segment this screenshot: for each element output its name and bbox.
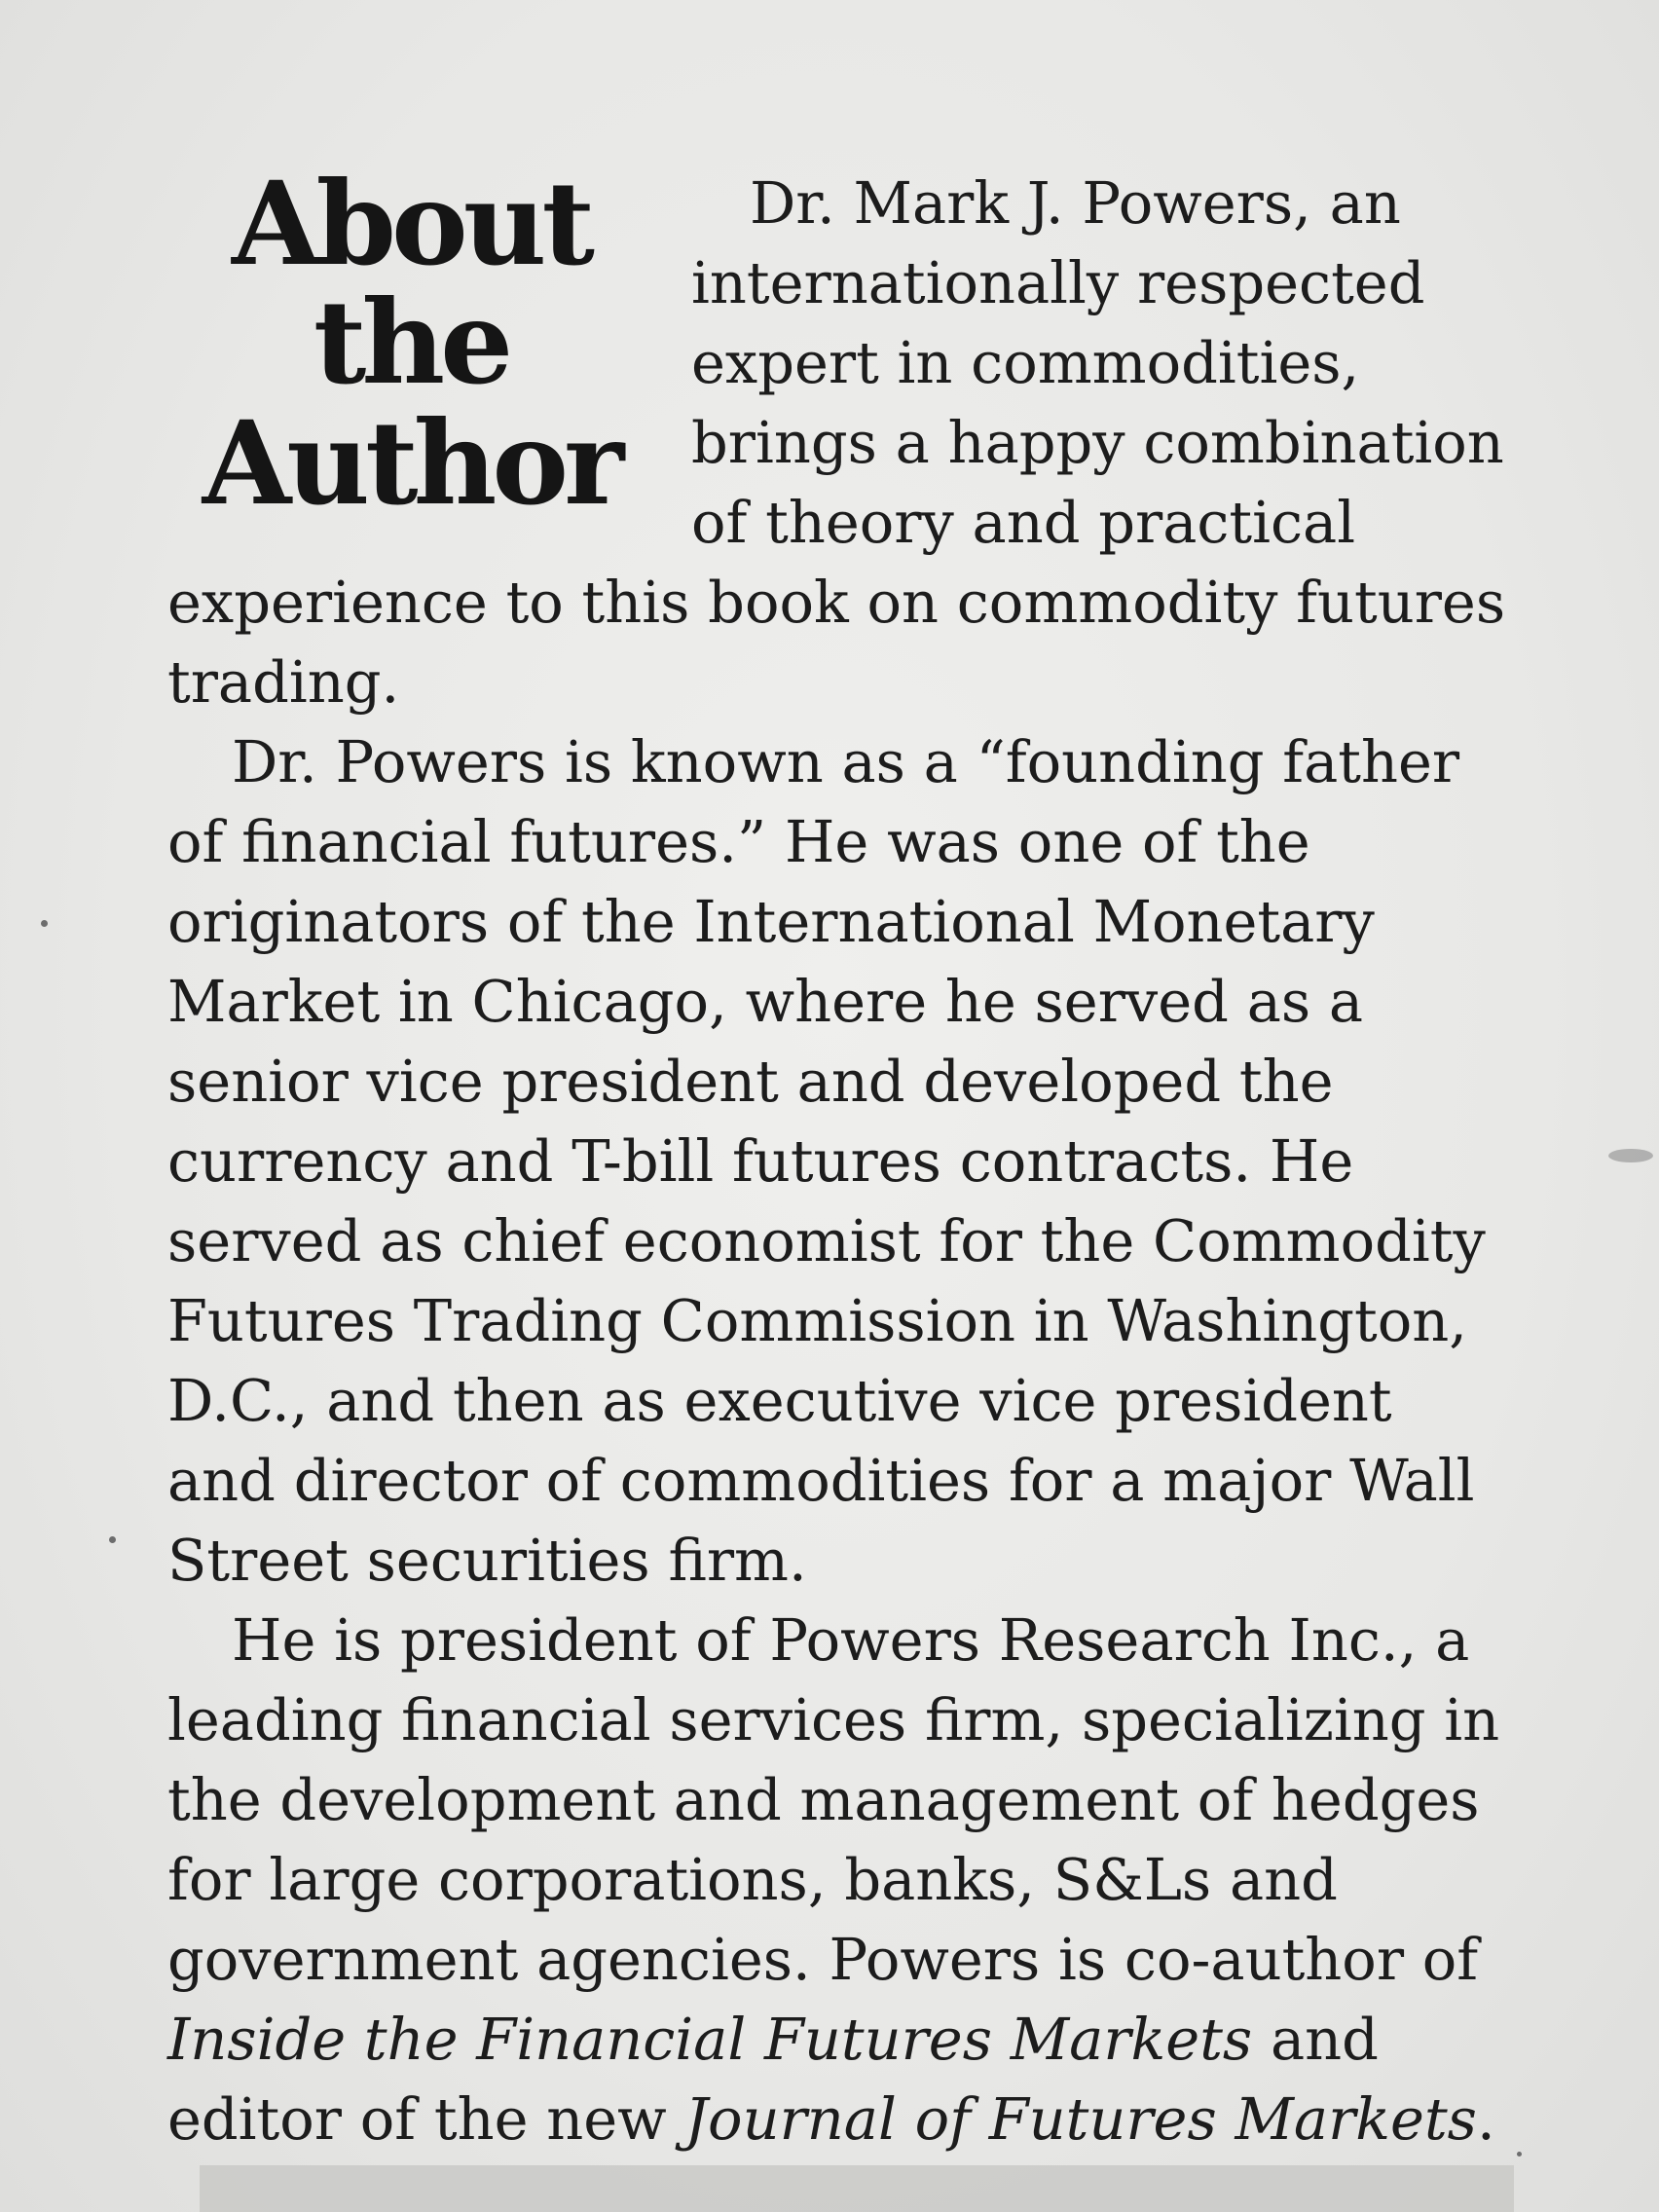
text-line: and director of commodities for a major Wall: [167, 1447, 1475, 1514]
text-line: currency and T-bill futures contracts. He: [167, 1127, 1354, 1195]
text-line: of theory and practical: [691, 489, 1356, 556]
heading-line-about: About: [231, 156, 591, 291]
text-line: of financial futures.” He was one of the: [167, 808, 1310, 875]
text-line: Inside the Financial Futures Markets and: [167, 2006, 1379, 2073]
heading-line-the: the: [313, 275, 509, 410]
author-bio: [167, 156, 1530, 2159]
text-line: brings a happy combination: [691, 409, 1504, 476]
text-line: Dr. Powers is known as a “founding father: [232, 728, 1460, 795]
bottom-strip: [200, 2165, 1514, 2212]
journal-title: Journal of Futures Markets: [684, 2085, 1477, 2153]
text-line: expert in commodities,: [691, 329, 1360, 396]
text-line: internationally respected: [691, 249, 1425, 316]
text-line: editor of the new Journal of Futures Markets.: [167, 2085, 1495, 2153]
dust-speck: [1517, 2152, 1522, 2157]
text-line: government agencies. Powers is co-author of: [167, 1926, 1479, 1993]
text-line: originators of the International Monetary: [167, 888, 1375, 955]
text-line: trading.: [167, 648, 400, 716]
scan-smudge: [1608, 1149, 1653, 1162]
text-line: the development and management of hedges: [167, 1766, 1480, 1833]
dust-speck: [41, 920, 48, 927]
text-line: senior vice president and developed the: [167, 1048, 1334, 1115]
text-line: D.C., and then as executive vice president: [167, 1367, 1392, 1434]
text-line: Futures Trading Commission in Washington,: [167, 1287, 1468, 1354]
text-line: He is president of Powers Research Inc., a: [232, 1606, 1470, 1674]
text-line: experience to this book on commodity futures: [167, 569, 1506, 636]
text-line: Market in Chicago, where he served as a: [167, 968, 1364, 1035]
paragraph-career: [167, 722, 1530, 1601]
section-heading: [167, 156, 654, 531]
text-line: served as chief economist for the Commodity: [167, 1207, 1486, 1274]
text-line: for large corporations, banks, S&Ls and: [167, 1846, 1338, 1913]
heading-line-author: Author: [202, 395, 620, 531]
text-line: leading financial services firm, specializing in: [167, 1686, 1500, 1753]
book-title: Inside the Financial Futures Markets: [167, 2006, 1253, 2073]
text-line: Dr. Mark J. Powers, an: [750, 169, 1401, 237]
dust-speck: [109, 1536, 116, 1543]
paragraph-current-role: [167, 1601, 1530, 2159]
text-line: Street securities firm.: [167, 1527, 807, 1594]
